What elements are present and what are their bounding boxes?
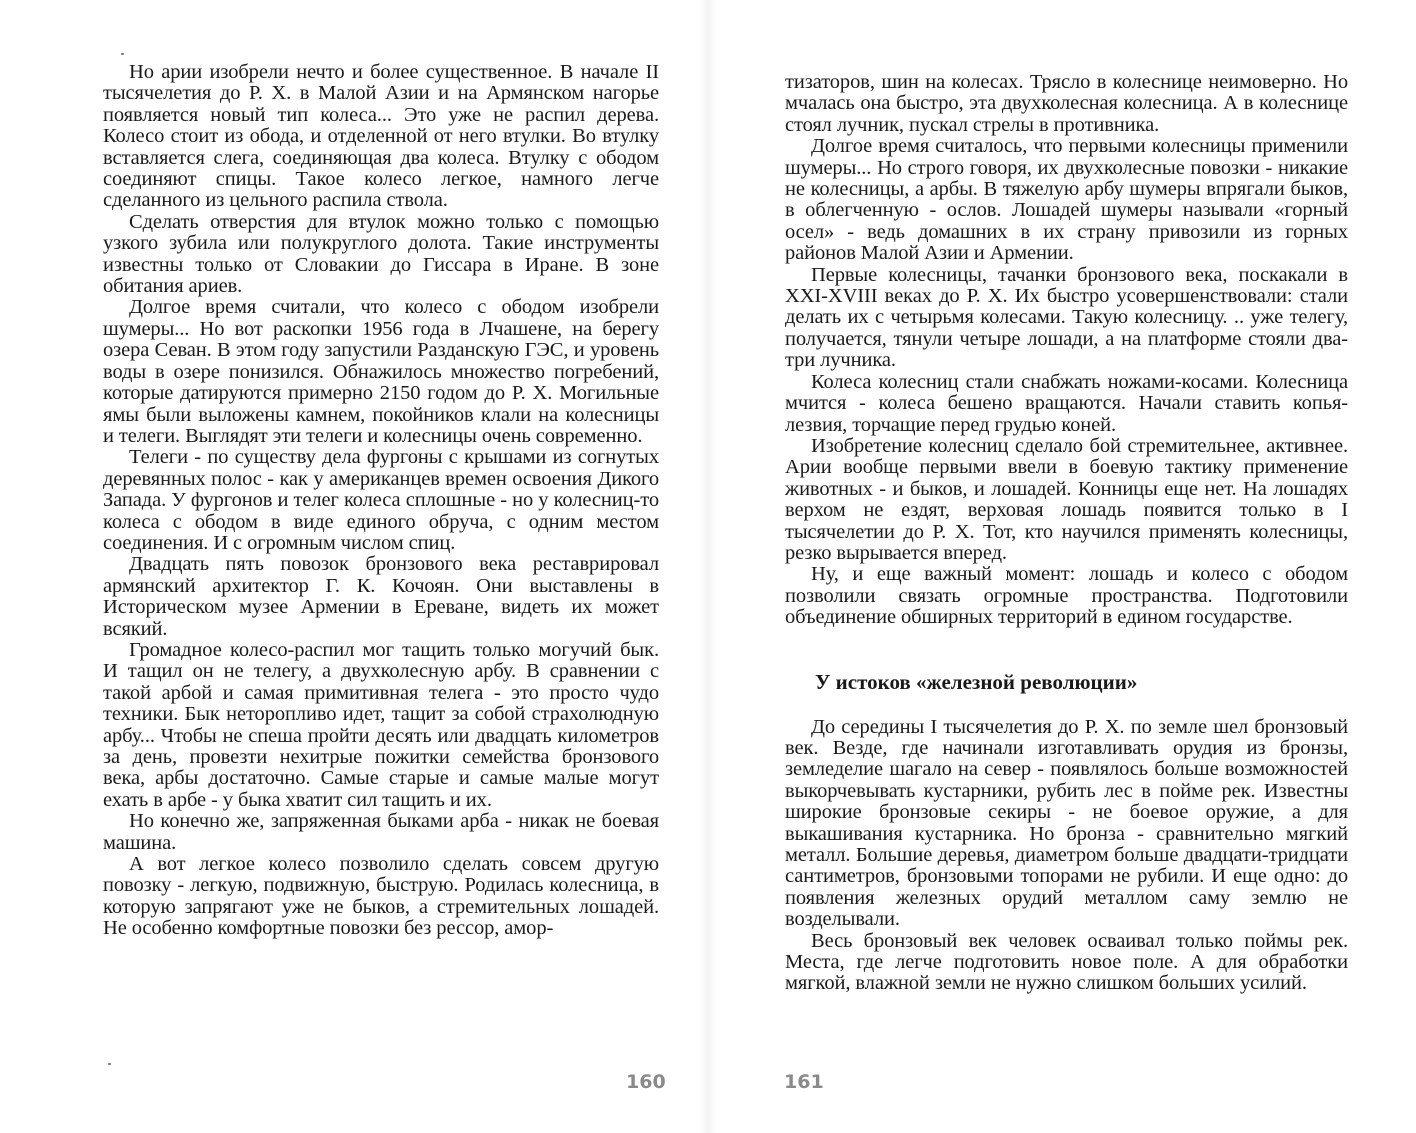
left-paragraph: Но арии изобрели нечто и более существенное. В начале II тысячелетия до Р. Х. в Малой Азии и на Армянском нагорье появляется новый тип колеса... Это уже не распил дерева. Колесо стоит из обода, и отделенной от него втулки. Во втулку вставляется слега, соединяющая два колеса. Втулку с ободом соединяют спицы. Такое колесо легкое, намного легче сделанного из цельного распила ствола. [103,61,659,212]
left-paragraph: Телеги - по существу дела фургоны с крышами из согнутых деревянных полос - как у американцев времен освоения Дикого Запада. У фургонов и телег колеса сплошные - но у колесниц-то колеса с ободом в виде единого обруча, с одним местом соединения. И с огромным числом спиц. [103,446,659,554]
page-number-left: 160 [626,1071,666,1093]
right-page [708,0,1416,1133]
scan-speck [108,1063,111,1065]
left-paragraph: Громадное колесо-распил мог тащить только могучий бык. И тащил он не телегу, а двухколесную арбу. В сравнении с такой арбой и самая примитивная телега - это просто чудо техники. Бык неторопливо идет, тащит за собой страхолюдную арбу... Чтобы не спеша пройти десять или двадцать километров за день, провезти нехитрые пожитки семейства бронзового века, арбы достаточно. Самые старые и самые малые могут ехать в арбе - у быка хватит сил тащить и их. [103,638,659,811]
right-paragraph: Долгое время считалось, что первыми колесницы применили шумеры... Но строго говоря, их двухколесные повозки - никакие не колесницы, а арбы. В тяжелую арбу шумеры впрягали быков, в облегченную - ослов. Лошадей шумеры называли «горный осел» - ведь домашних в их страну привозили из горных районов Малой Азии и Армении. [785,135,1348,265]
left-text-column [103,62,659,940]
left-paragraph: Двадцать пять повозок бронзового века реставрировал армянский архитектор Г. К. Кочоян. Они выставлены в Историческом музее Армении в Ереване, видеть их может всякий. [103,553,659,640]
page-number-right: 161 [784,1071,824,1093]
left-paragraph: А вот легкое колесо позволило сделать совсем другую повозку - легкую, подвижную, быструю. Родилась колесница, в которую запрягают уже не быков, а стремительных лошадей. Не особенно комфортные повозки без рессор, амор- [103,853,659,940]
left-paragraph: Сделать отверстия для втулок можно только с помощью узкого зубила или полукруглого долота. Такие инструменты известны только от Словакии до Гиссара в Иране. В зоне обитания ариев. [103,210,659,298]
right-paragraph: До середины I тысячелетия до Р. Х. по земле шел бронзовый век. Везде, где начинали изготавливать орудия из бронзы, земледелие шагало на север - появлялось больше возможностей выкорчевывать кустарники, рубить лес в пойме рек. Известны широкие бронзовые секиры - не боевое оружие, а для выкашивания кустарника. Но бронза - сравнительно мягкий металл. Большие деревья, диаметром больше двадцати-тридцати сантиметров, бронзовыми топорами не рубили. И еще одно: до появления железных орудий металлом саму землю не возделывали. [785,715,1348,931]
right-paragraph: Ну, и еще важный момент: лошадь и колесо с ободом позволили связать огромные пространства. Подготовили объединение обширных территорий в едином государстве. [785,563,1348,629]
scan-speck [121,53,124,55]
right-paragraph: тизаторов, шин на колесах. Трясло в колеснице неимоверно. Но мчалась она быстро, эта двухколесная колесница. А в колеснице стоял лучник, пускал стрелы в противника. [785,71,1348,136]
right-text-column [785,72,1348,995]
right-paragraph: Колеса колесниц стали снабжать ножами-косами. Колесница мчится - колеса бешено вращаются. Начали ставить копья-лезвия, торчащие перед грудью коней. [785,370,1348,436]
right-paragraph: Весь бронзовый век человек осваивал только поймы рек. Места, где легче подготовить новое поле. А для обработки мягкой, влажной земли не нужно слишком больших усилий. [785,929,1348,995]
left-paragraph: Долгое время считали, что колесо с ободом изобрели шумеры... Но вот раскопки 1956 года в Лчашене, на берегу озера Севан. В этом году запустили Разданскую ГЭС, и уровень воды в озере понизился. Обнажилось множество погребений, которые датируются примерно 2150 годом до Р. Х. Могильные ямы были выложены камнем, покойников клали на колесницы и телеги. Выглядят эти телеги и колесницы очень современно. [103,296,659,447]
right-paragraph: Первые колесницы, тачанки бронзового века, поскакали в XXI-XVIII веках до Р. Х. Их быстро усовершенствовали: стали делать их с четырьмя колесами. Такую колесницу. .. уже телегу, получается, тянули четыре лошади, а на платформе стояли два-три лучника. [785,263,1348,372]
section-heading: У истоков «железной революции» [815,669,1138,694]
right-paragraph: Изобретение колесниц сделало бой стремительнее, активнее. Арии вообще первыми ввели в боевую тактику применение животных - и быков, и лошадей. Конницы еще нет. На лошадях верхом не ездят, верховая лошадь появится только в I тысячелетии до Р. Х. Тот, кто научился применять колесницы, резко вырывается вперед. [785,434,1348,564]
left-paragraph: Но конечно же, запряженная быками арба - никак не боевая машина. [103,810,659,854]
